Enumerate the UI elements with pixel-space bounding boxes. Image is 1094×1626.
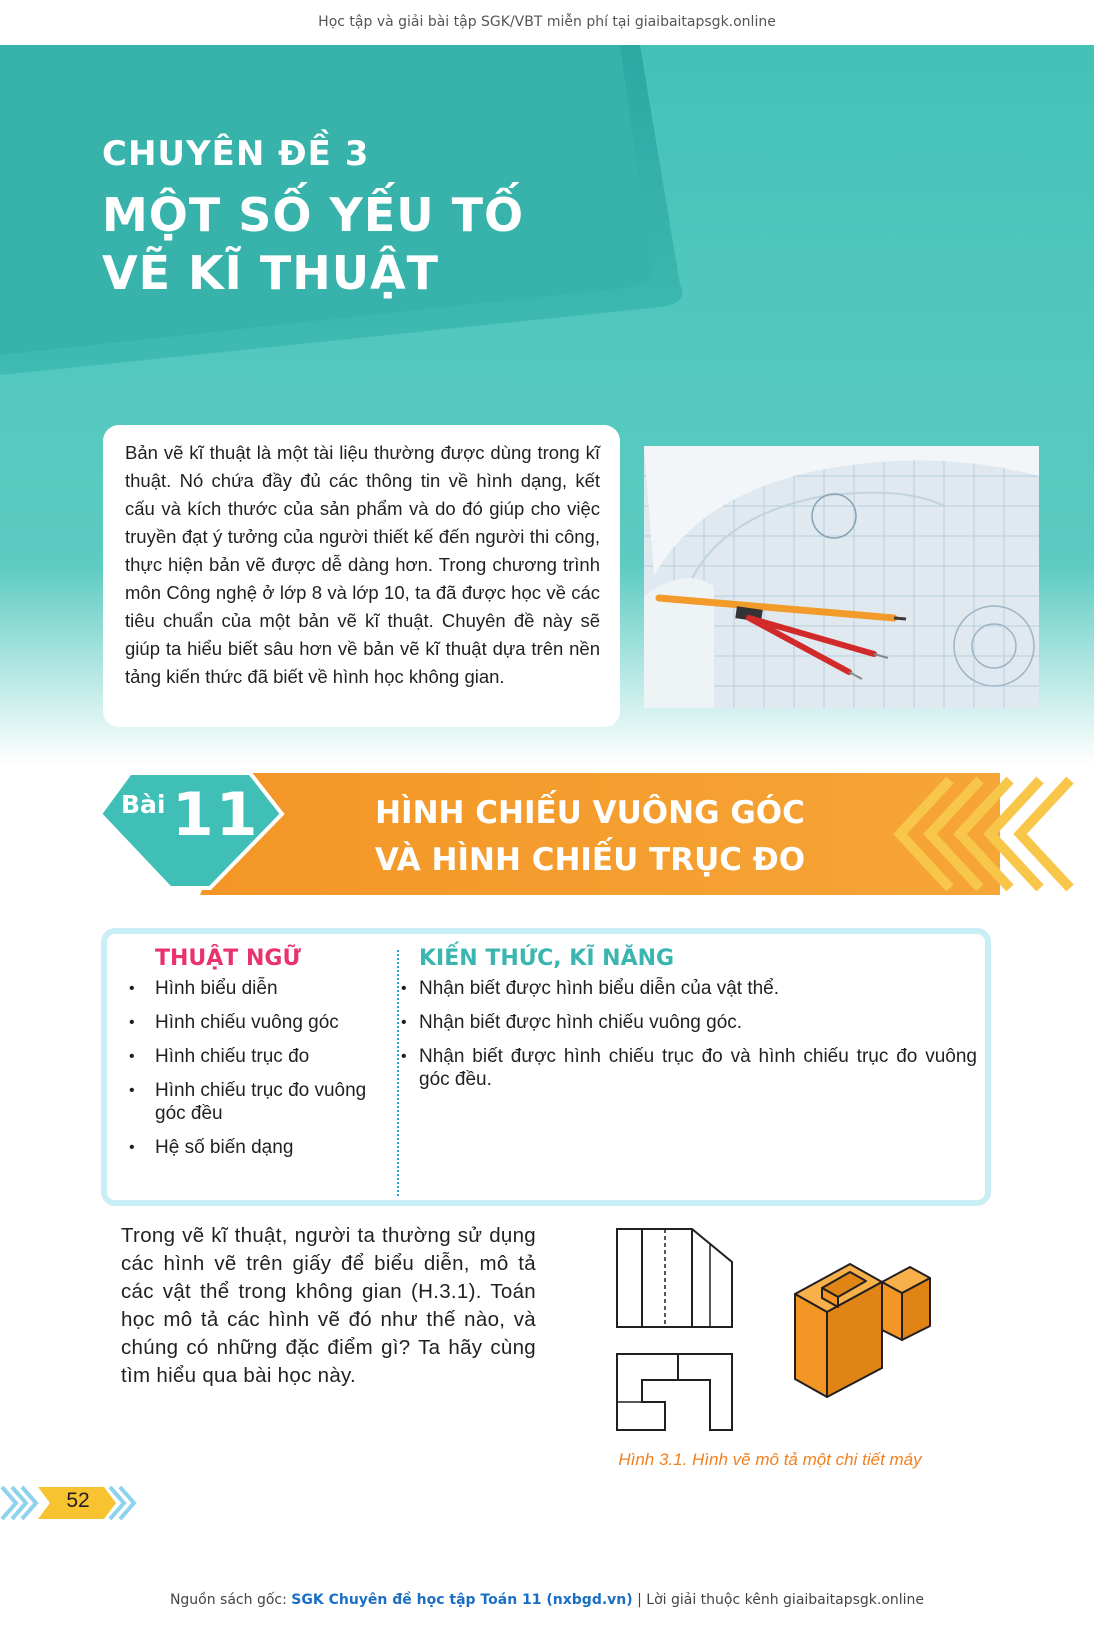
chapter-title-line1: MỘT SỐ YẾU TỐ [102, 188, 525, 242]
page-number: 52 [66, 1489, 90, 1512]
list-item: • Hệ số biến dạng [125, 1136, 387, 1159]
lesson-number: 11 [172, 780, 260, 850]
list-item: • Hình chiếu trục đo [125, 1045, 387, 1068]
machine-part-figure [610, 1222, 950, 1452]
bottom-note-prefix: Nguồn sách gốc: [169, 1592, 292, 1608]
bottom-note-suffix: | Lời giải thuộc kênh giaibaitapsgk.online [632, 1592, 925, 1608]
technical-drawing-photo-icon [644, 446, 1039, 708]
terms-list [125, 977, 387, 1159]
lesson-title-line2: VÀ HÌNH CHIẾU TRỤC ĐO [374, 842, 806, 878]
goals-box [101, 928, 991, 1206]
list-item: • Nhận biết được hình chiếu trục đo và hình chiếu trục đo vuông góc đều. [407, 1045, 977, 1091]
chapter-title-line2: VẼ KĨ THUẬT [102, 246, 440, 300]
source-link[interactable]: SGK Chuyên đề học tập Toán 11 (nxbgd.vn) [291, 1592, 633, 1608]
list-item: • Hình biểu diễn [125, 977, 387, 1000]
goals-divider [397, 950, 399, 1196]
intro-paragraph: Trong vẽ kĩ thuật, người ta thường sử dụng các hình vẽ trên giấy để biểu diễn, mô tả các vật thể trong không gian (H.3.1). Toán học mô tả các hình vẽ đó như thế nào, và chúng có những đặc điểm gì? Ta hãy cùng tìm hiểu qua bài học này. [121, 1224, 536, 1387]
figure-caption: Hình 3.1. Hình vẽ mô tả một chi tiết máy [618, 1450, 922, 1469]
lesson-title-line1: HÌNH CHIẾU VUÔNG GÓC [375, 795, 805, 831]
skills-heading: KIẾN THỨC, KĨ NĂNG [419, 946, 675, 971]
chapter-title [102, 186, 622, 302]
list-item: • Nhận biết được hình chiếu vuông góc. [407, 1011, 977, 1034]
lesson-title [340, 790, 840, 884]
terms-column [125, 946, 387, 1170]
top-note: Học tập và giải bài tập SGK/VBT miễn phí tại giaibaitapsgk.online [318, 14, 776, 30]
lesson-label: Bài [121, 790, 166, 819]
chapter-subtitle: CHUYÊN ĐỀ 3 [102, 134, 370, 174]
bottom-note [0, 1592, 1094, 1608]
skills-column [407, 946, 977, 1102]
intro-text-box: Bản vẽ kĩ thuật là một tài liệu thường được dùng trong kĩ thuật. Nó chứa đầy đủ các thông tin về hình dạng, kết cấu và kích thước của sản phẩm và do đó giúp cho việc truyền đạt ý tưởng của người thiết kế đến người thi công, thực hiện bản vẽ được dễ dàng hơn. Trong chương trình môn Công nghệ ở lớp 8 và lớp 10, ta đã được học về các tiêu chuẩn của một bản vẽ kĩ thuật. Chuyên đề này sẽ giúp ta hiểu biết sâu hơn về bản vẽ kĩ thuật dựa trên nền tảng kiến thức đã biết về hình học không gian. [103, 425, 620, 727]
list-item: • Hình chiếu trục đo vuông góc đều [125, 1079, 387, 1125]
terms-heading: THUẬT NGỮ [155, 946, 301, 971]
list-item: • Hình chiếu vuông góc [125, 1011, 387, 1034]
skills-list [407, 977, 977, 1091]
list-item: • Nhận biết được hình biểu diễn của vật thể. [407, 977, 977, 1000]
